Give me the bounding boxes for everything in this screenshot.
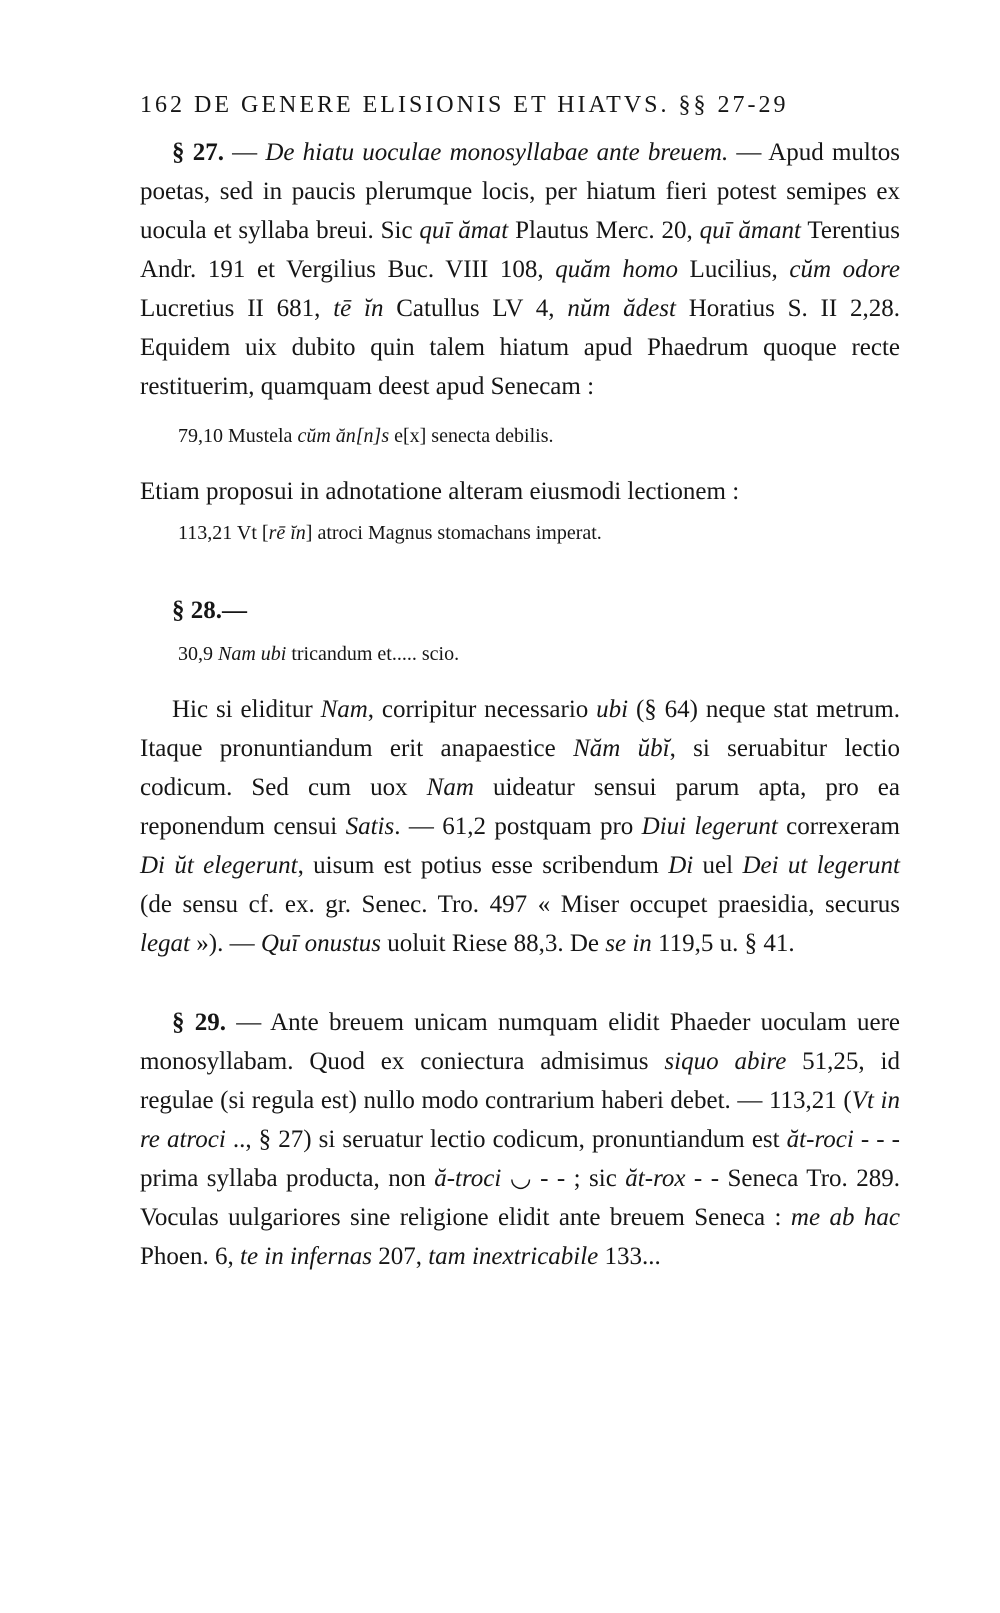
example: me ab hac — [790, 1204, 900, 1231]
section-28 — [140, 690, 900, 963]
text: 119,5 u. § 41. — [651, 930, 795, 957]
text: (de sensu cf. ex. gr. Senec. Tro. 497 « Miser occupet praesidia, securus — [140, 891, 900, 918]
example: ăt-roci — [786, 1126, 854, 1153]
quote-text: 30,9 — [178, 643, 218, 665]
quote-text: 79,10 Mustela — [178, 425, 298, 447]
text: uoluit Riese 88,3. De — [380, 930, 606, 957]
example: nŭm ădest — [567, 295, 676, 322]
text: Hic si eliditur — [172, 696, 321, 723]
text: Phoen. 6, — [140, 1243, 240, 1270]
running-head: 162 DE GENERE ELISIONIS ET HIATVS. §§ 27-29 — [140, 92, 789, 118]
quote-text: e[x] senecta debilis. — [389, 425, 554, 447]
example: se in — [605, 930, 652, 957]
example: quī ămant — [699, 217, 801, 244]
quote-text: ] atroci Magnus stomachans imperat. — [305, 522, 602, 544]
example: ubi — [596, 696, 629, 723]
example: Di ŭt elegerunt — [140, 852, 298, 879]
example: Quī onustus — [260, 930, 381, 957]
section-27-heading-dash: — — [223, 139, 266, 166]
text: Lucretius II 681, — [140, 295, 334, 322]
quote-text: tricandum et..... scio. — [286, 643, 460, 665]
verse-quote-113-21 — [140, 519, 900, 547]
quote-italic: Nam ubi — [218, 643, 287, 665]
text: uideatur sensui parum apta, pro ea reponendum censui — [140, 774, 900, 840]
quote-text: 113,21 Vt [ — [178, 522, 269, 544]
section-29-paragraph — [140, 1003, 900, 1276]
text: - - Seneca Tro. 289. Voculas uulgariores sine religione elidit ante breuem Seneca : — [140, 1165, 900, 1231]
example: tam inextricabile — [428, 1243, 599, 1270]
text: Plautus Merc. 20, — [508, 217, 700, 244]
example: Diui legerunt — [641, 813, 778, 840]
text: Catullus LV 4, — [383, 295, 568, 322]
text: »). — — [190, 930, 261, 957]
text: ◡ - - ; sic — [501, 1165, 626, 1192]
text: , corripitur necessario — [367, 696, 597, 723]
example: siquo abire — [664, 1048, 787, 1075]
section-27-title: De hiatu uoculae monosyllabae ante breuem. — [265, 139, 729, 166]
example: tē ĭn — [333, 295, 384, 322]
verse-quote-79-10 — [140, 422, 900, 450]
section-29-mark: § 29. — [172, 1009, 226, 1036]
section-28-heading — [140, 591, 900, 630]
example: Vt in re atroci — [140, 1087, 900, 1153]
text: Terentius Andr. 191 et Vergilius Buc. VIII 108, — [140, 217, 901, 283]
section-28-mark: § 28.— — [172, 597, 247, 624]
example: ăt-rox — [625, 1165, 686, 1192]
example: Di — [668, 852, 694, 879]
section-27-paragraph — [140, 133, 900, 406]
quote-italic: rē ĭn — [268, 522, 306, 544]
example: te in infernas — [240, 1243, 372, 1270]
example: quī ămat — [419, 217, 509, 244]
verse-quote-30-9 — [140, 640, 900, 668]
adnotatio-text: Etiam proposui in adnotatione alteram eiusmodi lectionem : — [140, 478, 740, 505]
example: Satis — [345, 813, 395, 840]
example: Dei ut legerunt — [742, 852, 901, 879]
text: 51,25, id regulae (si regula est) nullo modo contrarium haberi debet. — 113,21 ( — [140, 1048, 900, 1114]
text: (§ 64) neque stat metrum. Itaque pronuntiandum erit anapaestice — [140, 696, 900, 762]
text: - - - prima syllaba producta, non — [140, 1126, 900, 1192]
quote-italic: cŭm ăn[n]s — [297, 425, 390, 447]
paragraph-adnotatio — [140, 472, 900, 511]
text: uel — [693, 852, 743, 879]
section-27-mark: § 27. — [172, 139, 224, 166]
section-27 — [140, 133, 900, 406]
section-29 — [140, 1003, 900, 1276]
example: legat — [140, 930, 190, 957]
text: 133... — [598, 1243, 661, 1270]
section-28-heading-block — [140, 591, 900, 630]
example: Nam — [426, 774, 474, 801]
text: 207, — [371, 1243, 429, 1270]
text: , si seruabitur lectio codicum. Sed cum uox — [140, 735, 900, 801]
text: .., § 27) si seruatur lectio codicum, pronuntiandum est — [225, 1126, 787, 1153]
text: Apud multos poetas, sed in paucis plerumque locis, per hiatum fieri potest semipes ex uocula et syllaba breui. Sic — [140, 139, 901, 244]
text: correxeram — [777, 813, 900, 840]
text: Horatius S. II 2,28. Equidem uix dubito quin talem hiatum apud Phaedrum quoque recte restituerim, quamquam deest apud Senecam : — [140, 295, 901, 400]
page-body — [140, 92, 900, 1276]
text: . — 61,2 postquam pro — [394, 813, 642, 840]
text: , uisum est potius esse scribendum — [297, 852, 669, 879]
example: cŭm odore — [789, 256, 900, 283]
text: — Ante breuem unicam numquam elidit Phaeder uoculam uere monosyllabam. Quod ex coniectura admisimus — [140, 1009, 900, 1075]
section-27-heading-end: — — [728, 139, 762, 166]
example: quăm homo — [555, 256, 678, 283]
example: ă-troci — [434, 1165, 502, 1192]
section-28-paragraph — [140, 690, 900, 963]
example: Nam — [320, 696, 368, 723]
text: Lucilius, — [677, 256, 790, 283]
example: Năm ŭbĭ — [573, 735, 670, 762]
